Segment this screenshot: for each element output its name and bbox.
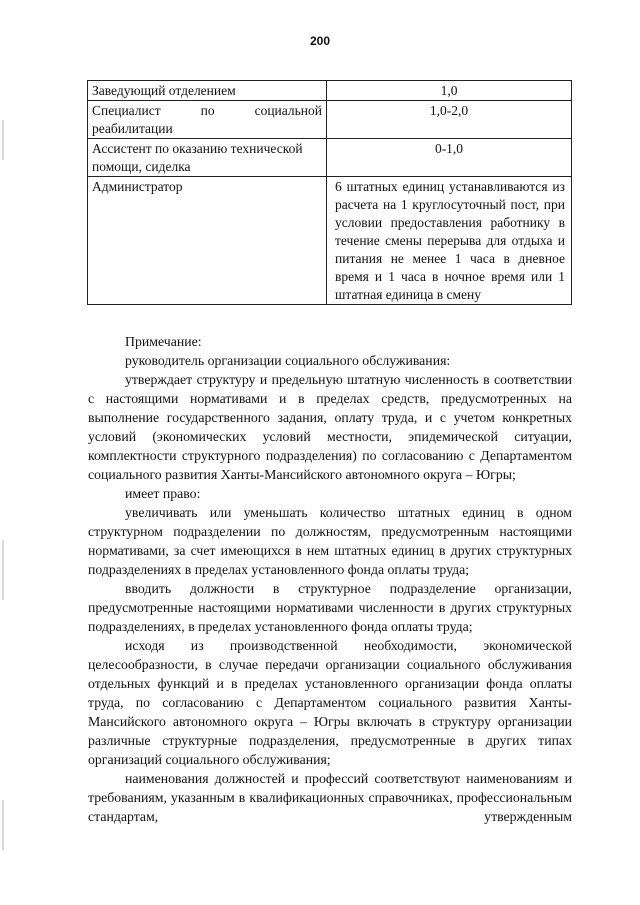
notes-paragraph: утверждает структуру и предельную штатную численность в соответствии с настоящими нормативами и в пределах средств, предусмотренных на выполнение государственного задания, оплату труда, и с учетом конкретных условий (экономических условий местности, эпидемической ситуации, комплектности структурного подразделения) по согласованию с Департаментом социального развития Ханты-Мансийского автономного округа – Югры; bbox=[88, 372, 572, 482]
scan-edge-mark bbox=[2, 540, 4, 600]
table-row bbox=[88, 177, 572, 305]
notes-paragraph: увеличивать или уменьшать количество штатных единиц в одном структурном подразделении по должностям, предусмотренным настоящими нормативами, за счет имеющихся в нем штатных единиц в других структурных подразделениях в пределах установленного фонда оплаты труда; bbox=[88, 505, 572, 577]
table-row bbox=[88, 139, 572, 177]
position-cell: Администратор bbox=[88, 177, 327, 305]
notes-paragraph: наименования должностей и профессий соответствуют наименованиям и требованиям, указанным в квалификационных справочниках, профессиональным стандартам, утвержденным bbox=[88, 771, 572, 824]
notes-paragraph: руководитель организации социального обслуживания: bbox=[125, 353, 451, 368]
position-cell: Специалист по социальной реабилитации bbox=[88, 101, 327, 139]
table-row bbox=[88, 101, 572, 139]
notes-section bbox=[88, 332, 572, 826]
norm-cell: 6 штатных единиц устанавливаются из расчета на 1 круглосуточный пост, при условии предоставления работнику в течение смены перерыва для отдыха и питания не менее 1 часа в дневное время и 1 часа в ночное время или 1 штатная единица в смену bbox=[327, 177, 572, 305]
staffing-table bbox=[87, 80, 572, 305]
norm-cell: 0-1,0 bbox=[327, 139, 572, 177]
scan-edge-mark bbox=[2, 800, 4, 850]
norm-cell: 1,0-2,0 bbox=[327, 101, 572, 139]
table-row bbox=[88, 81, 572, 101]
position-cell: Заведующий отделением bbox=[88, 81, 327, 101]
page-number: 200 bbox=[309, 34, 331, 48]
notes-heading: Примечание: bbox=[125, 334, 202, 349]
notes-paragraph: исходя из производственной необходимости, экономической целесообразности, в случае передачи организации социального обслуживания отдельных функций и в пределах установленного организации фонда оплаты труда, по согласованию с Департаментом социального развития Ханты-Мансийского автономного округа – Югры включать в структуру организации различные структурные подразделения, предусмотренные в других типах организаций социального обслуживания; bbox=[88, 638, 572, 767]
norm-cell: 1,0 bbox=[327, 81, 572, 101]
notes-paragraph: имеет право: bbox=[125, 486, 201, 501]
position-cell: Ассистент по оказанию технической помощи, сиделка bbox=[88, 139, 327, 177]
scan-edge-mark bbox=[2, 120, 4, 160]
notes-paragraph: вводить должности в структурное подразделение организации, предусмотренные настоящими нормативами численности в других структурных подразделениях, в пределах установленного фонда оплаты труда; bbox=[88, 581, 572, 634]
